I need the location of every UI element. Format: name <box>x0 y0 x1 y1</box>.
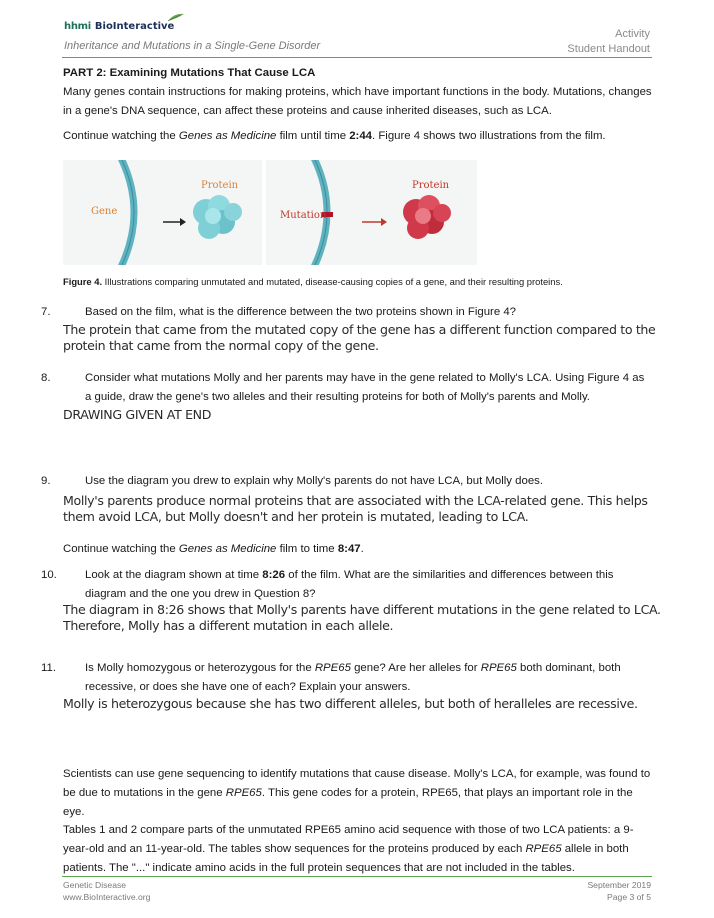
part-heading: PART 2: Examining Mutations That Cause LCA <box>63 67 316 79</box>
gene-strand <box>121 160 134 265</box>
closing-p2-text-a: Tables 1 and 2 compare parts of the unmutated RPE65 amino acid sequence with those of two LCA patients: a 9-year-old and an 11-year-old. The tables show sequences for the proteins produced by each <box>63 824 634 855</box>
q10-number: 10. <box>41 569 57 581</box>
q7-text: Based on the film, what is the difference between the two proteins shown in Figure 4? <box>85 306 516 318</box>
closing-p1-text-b: . This gene codes for a protein, RPE65, that plays an important role in the eye. <box>63 787 633 818</box>
continue1-text-c: . Figure 4 shows two illustrations from the film. <box>372 130 606 142</box>
continue2-film-title: Genes as Medicine <box>178 543 277 555</box>
continue2-text-a: Continue watching the <box>63 543 179 555</box>
continue1-time: 2:44 <box>349 130 373 142</box>
part-2-section <box>63 64 653 121</box>
part-intro: Many genes contain instructions for making proteins, which have important functions in the body. Mutations, changes in a gene's DNA sequence, can affect these proteins and cause inherited diseases, such as LCA. <box>63 86 652 117</box>
figure-4 <box>63 160 652 265</box>
q9-text: Use the diagram you drew to explain why Molly's parents do not have LCA, but Molly does. <box>85 475 544 487</box>
figure-4-caption <box>63 276 563 287</box>
closing-p2-text-b: allele in both patients. The "..." indicate amino acids in the full protein sequences that are not included in the tables. <box>63 843 629 874</box>
logo-biointeractive-text: BioInteractive <box>94 20 175 32</box>
closing-p1-text-a: Scientists can use gene sequencing to identify mutations that cause disease. Molly's LCA, for example, was found to be due to mutations in the gene <box>63 768 651 799</box>
handout-type <box>567 27 650 57</box>
continue2-time: 8:47 <box>337 543 361 555</box>
figure-4-panel-unmutated <box>63 160 262 265</box>
footer-website: www.BioInteractive.org <box>63 892 151 902</box>
figure-caption-label: Figure 4. <box>63 276 103 287</box>
question-9 <box>41 472 653 491</box>
question-11 <box>41 659 653 697</box>
closing-paragraph-1 <box>63 765 653 822</box>
normal-protein-icon <box>193 195 242 239</box>
logo-hhmi-text: hhmi <box>64 20 91 32</box>
q9-answer: Molly's parents produce normal proteins that are associated with the LCA-related gene. This helps them avoid LCA, but Molly doesn't and her protein is mutated, leading to LCA. <box>63 493 648 524</box>
biointeractive-logo <box>64 18 174 34</box>
q8-number: 8. <box>41 372 51 384</box>
figure-caption-text: Illustrations comparing unmutated and mutated, disease-causing copies of a gene, and their resulting proteins. <box>102 276 563 287</box>
figure-4-panel-mutated <box>266 160 477 265</box>
continue2-text-b: film to time <box>276 543 338 555</box>
closing-p2-gene: RPE65 <box>525 843 562 855</box>
q11-text-c: both dominant, both recessive, or does she have one of each? Explain your answers. <box>85 662 621 693</box>
q11-text-b: gene? Are her alleles for <box>350 662 481 674</box>
q8-text: Consider what mutations Molly and her parents may have in the gene related to Molly's LCA. Using Figure 4 as a guide, draw the gene's two alleles and their resulting proteins for both of Molly's parents and Molly. <box>85 372 645 403</box>
footer-page-number: Page 3 of 5 <box>607 892 651 902</box>
question-10 <box>41 566 653 604</box>
footer-divider <box>62 876 652 877</box>
footer-right <box>587 879 651 903</box>
footer-left <box>63 879 150 903</box>
footer-date: September 2019 <box>587 880 651 890</box>
q10-answer: The diagram in 8:26 shows that Molly's parents have different mutations in the gene related to LCA. Therefore, Molly has a different mutation in each allele. <box>63 602 661 633</box>
handout-title: Inheritance and Mutations in a Single-Gene Disorder <box>64 40 321 52</box>
header-divider <box>62 57 652 58</box>
q11-answer: Molly is heterozygous because she has two different alleles, but both of heralleles are recessive. <box>63 696 638 711</box>
protein-label-right: Protein <box>412 180 450 191</box>
question-8 <box>41 369 653 407</box>
continue2-text-c: . <box>360 543 364 555</box>
mutated-protein-icon <box>403 195 451 239</box>
gene-label: Gene <box>91 206 118 217</box>
question-7 <box>41 303 653 322</box>
q10-time: 8:26 <box>262 569 286 581</box>
q11-text-a: Is Molly homozygous or heterozygous for the <box>85 662 315 674</box>
q10-text-a: Look at the diagram shown at time <box>85 569 263 581</box>
arrow-icon <box>180 218 186 226</box>
leaf-icon <box>166 12 186 22</box>
q11-gene: RPE65 <box>314 662 351 674</box>
q10-text-b: of the film. What are the similarities and differences between this diagram and the one you drew in Question 8? <box>85 569 614 600</box>
protein-label-left: Protein <box>201 180 239 191</box>
q7-answer: The protein that came from the mutated copy of the gene has a different function compared to the protein that came from the normal copy of the gene. <box>63 322 656 353</box>
q9-number: 9. <box>41 475 51 487</box>
continue1-film-title: Genes as Medicine <box>178 130 277 142</box>
continue-watching-1 <box>63 127 653 146</box>
continue1-text-b: film until time <box>276 130 350 142</box>
q7-number: 7. <box>41 306 51 318</box>
closing-p1-gene: RPE65 <box>225 787 262 799</box>
continue-watching-2 <box>63 540 653 559</box>
q11-number: 11. <box>41 662 56 674</box>
audience-label: Student Handout <box>567 43 650 55</box>
closing-paragraph-2 <box>63 821 653 878</box>
activity-label: Activity <box>615 28 650 40</box>
mutation-label: Mutation <box>280 210 327 221</box>
arrow-red-icon <box>381 218 387 226</box>
q11-gene-2: RPE65 <box>480 662 517 674</box>
footer-course: Genetic Disease <box>63 880 127 890</box>
continue1-text-a: Continue watching the <box>63 130 179 142</box>
q8-answer: DRAWING GIVEN AT END <box>63 407 212 422</box>
